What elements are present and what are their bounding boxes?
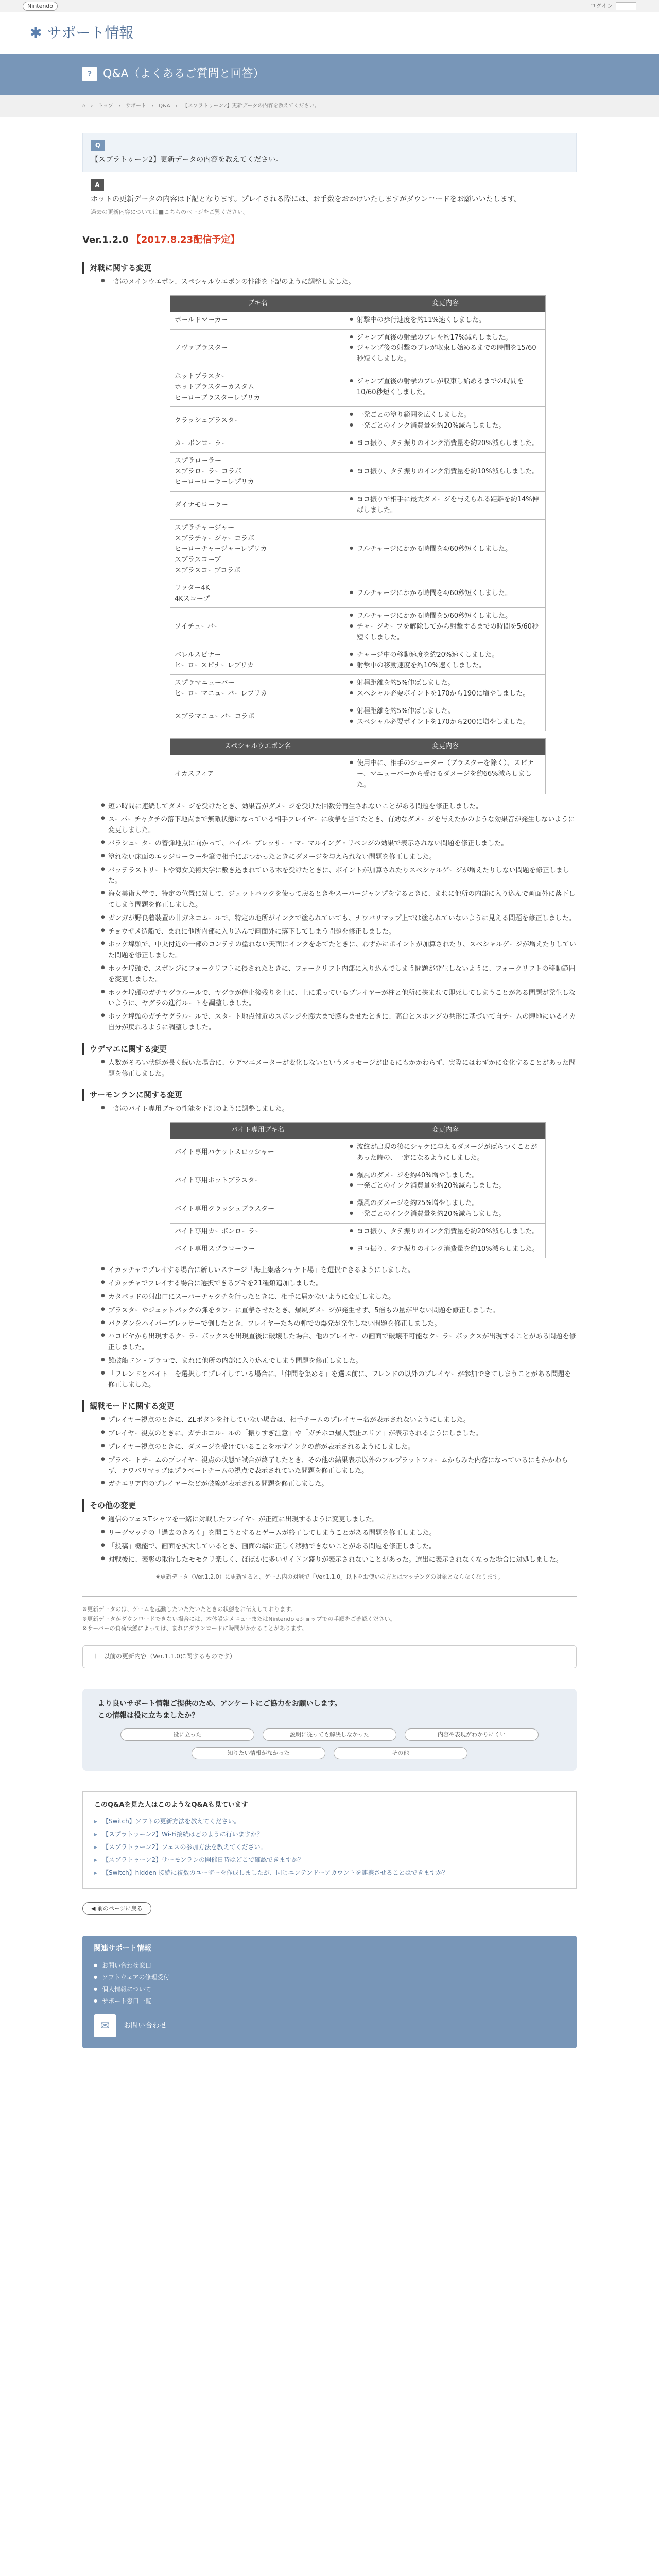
change-item: ● ヨコ振りで相手に最大ダメージを与えられる距離を約14%伸ばしました。	[350, 495, 541, 516]
table-row	[170, 519, 546, 580]
list-item: ● バッテラストリートや海女美術大学に敷き込まれている木を受けたときに、ポイントが加算されたりスペシャルゲージが増えたりしない問題を修正しました。	[101, 866, 577, 887]
weapon-name: バイト専用スプラローラー	[170, 1241, 345, 1258]
answer-tag: A	[91, 179, 104, 191]
other-list	[101, 1515, 577, 1565]
version-date: 【2017.8.23配信予定】	[131, 234, 240, 246]
list-item: ● 対戦後に、表彰の取得したモモクリ楽しく、ほぼかに多いサイドン盛りが表示されないことがあった。選出に表示されなくなった場合に対処しました。	[101, 1555, 577, 1566]
salmon-change-col-header: 変更内容	[345, 1123, 546, 1139]
table-row	[170, 1195, 546, 1224]
list-item: ● プレイヤー視点のときに、ZLボタンを押していない場合は、相手チームのプレイヤー名が表示されないようにしました。	[101, 1415, 577, 1426]
breadcrumb	[0, 95, 659, 117]
menu-button[interactable]	[616, 2, 636, 10]
spectator-section	[82, 1400, 577, 1490]
change-item: ● フルチャージにかかる時間を4/60秒短くしました。	[350, 588, 541, 599]
change-item: ● フルチャージにかかる時間を4/60秒短くしました。	[350, 544, 541, 555]
weapon-name: バイト専用パケットスロッシャー	[170, 1139, 345, 1167]
udemae-section	[82, 1043, 577, 1080]
change-item: ● 一発ごとのインク消費量を約20%減らしました。	[350, 1209, 541, 1220]
footer-title: 関連サポート情報	[94, 1944, 151, 1953]
change-item: ● 一発ごとのインク消費量を約20%減らしました。	[350, 421, 541, 432]
list-item: ● 「投稿」機能で、画面を拡大しているとき、画面の端に正しく移動できないことがある問題を修正しました。	[101, 1541, 577, 1552]
weapon-name: バイト専用ホットブラスター	[170, 1167, 345, 1195]
change-cell	[345, 580, 546, 608]
battle-intro: ● 一部のメインウエポン、スペシャルウエポンの性能を下記のように調整しました。	[101, 277, 577, 288]
main-content	[82, 133, 577, 2048]
question-box	[82, 133, 577, 172]
contact-link[interactable]	[94, 2014, 565, 2037]
breadcrumb-item[interactable]: Q&A	[159, 103, 170, 109]
salmon-title: サーモンランに関する変更	[82, 1089, 577, 1101]
page-title: Q&A（よくあるご質問と回答）	[103, 67, 265, 81]
weapon-name: イカスフィア	[170, 755, 345, 794]
table-row	[170, 755, 546, 794]
change-cell	[345, 329, 546, 368]
salmon-intro: ● 一部のバイト専用ブキの性能を下記のように調整しました。	[101, 1104, 577, 1115]
special-table	[170, 738, 546, 794]
breadcrumb-separator: ›	[91, 103, 93, 109]
table-row	[170, 329, 546, 368]
change-cell	[345, 407, 546, 435]
change-cell	[345, 492, 546, 520]
list-item: ● カタパッドの射出口にスーパーチャクチを行ったときに、相手に届かないように変更しました。	[101, 1292, 577, 1303]
footer-link[interactable]: ● サポート窓口一覧	[94, 1995, 565, 2007]
change-cell	[345, 608, 546, 647]
change-item: ● ジャンプ直後の射撃のブレが収束し始めるまでの時間を10/60秒短くしました。	[350, 377, 541, 398]
salmon-fix-list	[101, 1265, 577, 1391]
top-bar	[0, 0, 659, 12]
salmon-section	[82, 1089, 577, 1391]
list-item: ● プレイヤー視点のときに、ガチホコルールの「振りすぎ注意」や「ガチホコ爆入禁止エリア」が表示されるようにしました。	[101, 1429, 577, 1439]
list-item: ● 人数がそろい状態が長く続いた場合に、ウデマエメーターが変化しないというメッセージが出るにもかかわらず、実際にはわずかに変化することがあった問題を修正しました。	[101, 1058, 577, 1080]
list-item: ● プレイヤー視点のときに、ダメージを受けていることを示すインクの跡が表示されるようにしました。	[101, 1442, 577, 1453]
weapon-name: スプラマニューバーコラボ	[170, 703, 345, 731]
weapon-name: リッター4K 4Kスコープ	[170, 580, 345, 608]
list-item: ● 海女美術大学で、特定の位置に対して、ジェットパックを使って戻るときやスーパージャンプをするときに、まれに他所の内部に入り込んで画面外に落下してしまう問題を修正しました。	[101, 889, 577, 911]
list-item: ● ホッケ埠頭のガチヤグラルールで、スタート地点付近のスポンジを膨大まで膨らませたときに、高台とスポンジの共形に基づいて自チームの陣地にいるイカ自分が戻れるように調整しました。	[101, 1012, 577, 1033]
change-item: ● 波紋が出現の後にシャケに与えるダメージがばらつくことがあった時の、一定になるようにしました。	[350, 1142, 541, 1164]
related-title: このQ&Aを見た人はこのようなQ&Aも見ています	[94, 1801, 248, 1809]
weapon-name: スプラチャージャー スプラチャージャーコラボ ヒーローチャージャーレプリカ スプラスコープ スプラスコープコラボ	[170, 519, 345, 580]
back-button[interactable]	[82, 1902, 151, 1916]
nintendo-logo[interactable]: Nintendo	[23, 2, 58, 11]
table-row	[170, 608, 546, 647]
table-row	[170, 703, 546, 731]
change-cell	[345, 435, 546, 452]
change-cell	[345, 647, 546, 675]
change-cell	[345, 312, 546, 329]
other-title: その他の変更	[82, 1499, 577, 1512]
change-item: ● スペシャル必要ポイントを170から200に増やしました。	[350, 717, 541, 728]
mail-icon: ✉	[94, 2014, 116, 2037]
support-title: サポート情報	[47, 24, 134, 41]
related-link[interactable]: ▸ 【スプラトゥーン2】フェスの参加方法を教えてください。	[94, 1841, 565, 1854]
survey-option[interactable]: 役に立った	[120, 1728, 254, 1741]
breadcrumb-current: 【スプラトゥーン2】更新データの内容を教えてください。	[182, 103, 320, 109]
answer-box	[82, 172, 577, 219]
battle-section	[82, 262, 577, 1033]
table-row	[170, 1223, 546, 1241]
change-item: ● 射程距離を約5%伸ばしました。	[350, 678, 541, 689]
survey-option[interactable]: 知りたい情報がなかった	[192, 1747, 325, 1759]
change-item: ● 一発ごとの塗り範囲を広くしました。	[350, 410, 541, 421]
change-cell	[345, 703, 546, 731]
bottom-note: ※更新データがダウンロードできない場合には、本体設定メニューまたはNintendo eショップでの手順をご確認ください。	[82, 1615, 396, 1622]
change-item: ● ジャンプ直後の射撃のブレを約17%減らしました。	[350, 333, 541, 344]
bottom-note: ※サーバーの負荷状態によっては、まれにダウンロードに時間がかかることがあります。	[82, 1625, 307, 1632]
bottom-notes	[82, 1605, 577, 1634]
divider	[82, 1596, 577, 1597]
salmon-table	[170, 1122, 546, 1258]
change-item: ● 爆風のダメージを約40%増やしました。	[350, 1171, 541, 1181]
change-col-header: 変更内容	[345, 295, 546, 312]
login-link[interactable]: ログイン	[590, 2, 613, 9]
table-row	[170, 580, 546, 608]
list-item: ● ガチエリア内のプレイヤーなどが破線が表示される問題を修正しました。	[101, 1479, 577, 1490]
change-cell	[345, 368, 546, 406]
change-item: ● 射程距離を約5%伸ばしました。	[350, 706, 541, 717]
list-item: ● 塗れない床面のエッジローラーや筆で相手にぶつかったときにダメージを与えられない問題を修正しました。	[101, 852, 577, 863]
answer-text: ホットの更新データの内容は下記となります。プレイされる際には、お手数をおかけいたしますがダウンロードをお願いいたします。	[91, 195, 522, 204]
back-arrow-icon: ◀	[91, 1905, 97, 1912]
weapon-name: バイト専用クラッシュブラスター	[170, 1195, 345, 1224]
home-icon[interactable]: ⌂	[82, 103, 86, 109]
qa-icon: ?	[82, 67, 97, 81]
breadcrumb-separator: ›	[175, 103, 178, 109]
change-cell	[345, 1167, 546, 1195]
change-cell	[345, 675, 546, 703]
change-cell	[345, 1241, 546, 1258]
weapon-name: ダイナモローラー	[170, 492, 345, 520]
weapon-name: ノヴァブラスター	[170, 329, 345, 368]
battle-title: 対戦に関する変更	[82, 262, 577, 274]
udemae-list	[101, 1058, 577, 1080]
change-item: ● 使用中に、相手のシューター（ブラスターを除く）、スピナー、マニューバーから受けるダメージを約66%減らしました。	[350, 758, 541, 790]
contact-label: お問い合わせ	[124, 2022, 167, 2030]
survey-option[interactable]: その他	[334, 1747, 467, 1759]
change-item: ● 爆風のダメージを約25%増やしました。	[350, 1198, 541, 1209]
table-row	[170, 407, 546, 435]
table-row	[170, 1241, 546, 1258]
footer-support	[82, 1936, 577, 2048]
table-row	[170, 492, 546, 520]
related-qa	[82, 1791, 577, 1889]
page-banner	[0, 54, 659, 95]
table-row	[170, 1139, 546, 1167]
list-item: ● ホッケ埠頭で、スポンジにフォークリフトに侵されたときに、フォークリフト内部に入り込んでしまう問題が発生しないように、フォークリフトの移動範囲を変更しました。	[101, 964, 577, 986]
change-item: ● ヨコ振り、タテ振りのインク消費量を約10%減らしました。	[350, 1244, 541, 1255]
weapon-name: スプラマニューバー ヒーローマニューバーレプリカ	[170, 675, 345, 703]
survey-option[interactable]: 内容や表現がわかりにくい	[405, 1728, 539, 1741]
table-row	[170, 312, 546, 329]
breadcrumb-separator: ›	[118, 103, 121, 109]
list-item: ● スーパーチャクチの落下地点まで無敵状態になっている相手プレイヤーに攻撃を当てたとき、有効なダメージを与えたかのような効果音が発生しないように変更しました。	[101, 815, 577, 836]
special-col-header: スペシャルウエポン名	[170, 739, 345, 755]
change-item: ● 射撃中の歩行速度を約11%速くしました。	[350, 315, 541, 326]
salmon-weapon-col-header: バイト専用ブキ名	[170, 1123, 345, 1139]
other-section	[82, 1499, 577, 1565]
table-row	[170, 368, 546, 406]
version-footnote: ※更新データ（Ver.1.2.0）に更新すると、ゲーム内の対戦で「Ver.1.1.0」以下をお使いの方とはマッチングの対象とならなくなります。	[155, 1573, 504, 1581]
footer-link[interactable]: ● 個人情報について	[94, 1984, 565, 1995]
list-item: ● チョウザメ造船で、まれに他所内部に入り込んで画面外に落下してしまう問題を修正しました。	[101, 927, 577, 938]
list-item: ● ホッケ埠頭で、中央付近の一部のコンテナの塗れない天面にインクをあてたときに、わずかにポイントが加算されたり、スペシャルゲージが増えたりしていた問題を修正しました。	[101, 940, 577, 961]
list-item: ● バクダンをハイパープレッサーで倒したとき、プレイヤーたちの弾での爆発が発生しない問題を修正しました。	[101, 1319, 577, 1330]
related-link[interactable]: ▸ 【スプラトゥーン2】サーモンランの開催日時はどこで確認できますか？	[94, 1854, 565, 1867]
change-item: ● チャージ中の移動速度を約20%速くしました。	[350, 650, 541, 661]
back-label: 前のページに戻る	[97, 1905, 143, 1912]
list-item: ● イカッチャでプレイする場合に新しいステージ「海上集落シャケト場」を選択できるようにしました。	[101, 1265, 577, 1276]
version-heading	[82, 233, 577, 252]
change-item: ● チャージキープを解除してから射撃するまでの時間を5/60秒短くしました。	[350, 622, 541, 643]
change-item: ● フルチャージにかかる時間を5/60秒短くしました。	[350, 611, 541, 622]
change-cell	[345, 519, 546, 580]
list-item: ● バラシューターの着弾地点に向かって、ハイパープレッサー・マーマルイング・リベンジの効果で表示されない問題を修正しました。	[101, 839, 577, 850]
change-cell	[345, 452, 546, 491]
change-item: ● 射撃中の移動速度を約10%速くしました。	[350, 660, 541, 671]
related-link[interactable]: ▸ 【スプラトゥーン2】Wi-Fi接続はどのように行いますか？	[94, 1828, 565, 1841]
survey-panel	[82, 1689, 577, 1771]
udemae-title: ウデマエに関する変更	[82, 1043, 577, 1055]
list-item: ● ハコビヤから出現するクーラーボックスを出現直後に破壊した場合、他のプレイヤーの画面で破壊不可能なクーラーボックスが出現することがある問題を修正しました。	[101, 1332, 577, 1353]
table-row	[170, 675, 546, 703]
change-cell	[345, 1195, 546, 1224]
related-link[interactable]: ▸ 【Switch】hidden 接続に複数のユーザーを作成しましたが、同じニンテンドーアカウントを連携させることはできますか？	[94, 1867, 565, 1879]
list-item: ● ガンガが野良着装置の甘ガネコムールで、特定の地所がインクで塗られていても、ナワバリマップ上では塗られていないように見える問題を修正しました。	[101, 913, 577, 924]
survey-title: より良いサポート情報ご提供のため、アンケートにご協力をお願いします。 この情報は役に立ちましたか？	[98, 1700, 342, 1720]
weapon-name: クラッシュブラスター	[170, 407, 345, 435]
question-text: 【スプラトゥーン2】更新データの内容を教えてください。	[91, 156, 283, 164]
weapon-name: カーボンローラー	[170, 435, 345, 452]
weapon-name: ボールドマーカー	[170, 312, 345, 329]
footer-link[interactable]: ● ソフトウェアの修理受付	[94, 1972, 565, 1984]
change-item: ● 一発ごとのインク消費量を約20%減らしました。	[350, 1181, 541, 1192]
survey-option[interactable]: 説明に従っても解決しなかった	[263, 1728, 396, 1741]
previous-updates-label: 以前の更新内容（Ver.1.1.0に関するものです）	[103, 1652, 236, 1660]
spectator-list	[101, 1415, 577, 1490]
breadcrumb-separator: ›	[151, 103, 154, 109]
table-row	[170, 435, 546, 452]
change-item: ● ヨコ振り、タテ振りのインク消費量を約10%減らしました。	[350, 467, 541, 478]
weapon-name: バレルスピナー ヒーロースピナーレプリカ	[170, 647, 345, 675]
change-cell	[345, 755, 546, 794]
wrench-icon: ✱	[30, 24, 42, 41]
list-item: ● 難破船ドン・ブラコで、まれに他所の内部に入り込んでしまう問題を修正しました。	[101, 1356, 577, 1367]
related-link[interactable]: ▸ 【Switch】ソフトの更新方法を教えてください。	[94, 1815, 565, 1828]
list-item: ● 「フレンドとバイト」を選択してプレイしている場合に、「仲間を集める」を選ぶ前に、フレンドの以外のプレイヤーが参加できてしまうことがある問題を修正しました。	[101, 1369, 577, 1391]
answer-note[interactable]: 過去の更新内容については■こちらのページをご覧ください。	[91, 208, 249, 215]
list-item: ● 通信のフェスTシャツを一緒に対戦したプレイヤーが正確に出現するように変更しました。	[101, 1515, 577, 1526]
table-row	[170, 452, 546, 491]
weapon-name: スプラローラー スプラローラーコラボ ヒーローローラーレプリカ	[170, 452, 345, 491]
list-item: ● ホッケ埠頭のガチヤグラルールで、ヤグラが停止後残りを上に、上に乗っているプレイヤーが柱と他所に挟まれて即死してしまうことがある問題が発生しないように、ヤグラの進行ルートを調整しました。	[101, 988, 577, 1010]
change-item: ● ジャンプ後の射撃のブレが収束し始めるまでの時間を15/60秒短くしました。	[350, 343, 541, 365]
list-item: ● ブラスターやジェットパックの弾をタワーに直撃させたとき、爆風ダメージが発生せず、5倍もの量が出ない問題を修正しました。	[101, 1306, 577, 1316]
table-row	[170, 1167, 546, 1195]
support-header	[0, 12, 659, 54]
table-row	[170, 647, 546, 675]
question-tag: Q	[91, 140, 105, 151]
breadcrumb-item[interactable]: サポート	[126, 103, 147, 109]
plus-icon: ＋	[92, 1652, 99, 1660]
weapon-name: ソイチューバー	[170, 608, 345, 647]
spectator-title: 観戦モードに関する変更	[82, 1400, 577, 1412]
list-item: ● リーグマッチの「過去のきろく」を開こうとするとゲームが終了してしまうことがある問題を修正しました。	[101, 1528, 577, 1539]
version-label: Ver.1.2.0	[82, 234, 129, 246]
breadcrumb-item[interactable]: トップ	[98, 103, 114, 109]
battle-fix-list	[101, 802, 577, 1033]
weapon-name: ホットブラスター ホットブラスターカスタム ヒーローブラスターレプリカ	[170, 368, 345, 406]
list-item: ● プラベートチームのプレイヤー視点の状態で試合が終了したとき、その他の結果表示以外のフルプラットフォームからみた内容になっているにもかかわらず、ナワバリマップはプラベートチームの視点で表示されていた問題を修正しました。	[101, 1455, 577, 1477]
weapon-col-header: ブキ名	[170, 295, 345, 312]
change-cell	[345, 1223, 546, 1241]
change-item: ● ヨコ振り、タテ振りのインク消費量を約20%減らしました。	[350, 1227, 541, 1238]
special-change-col-header: 変更内容	[345, 739, 546, 755]
list-item: ● イカッチャでプレイする場合に選択できるブキを21種類追加しました。	[101, 1279, 577, 1290]
weapon-table	[170, 295, 546, 732]
weapon-name: バイト専用カーボンローラー	[170, 1223, 345, 1241]
bottom-note: ※更新データのは、ゲームを起動したいただいたときの状態をお伝えしております。	[82, 1605, 297, 1613]
change-item: ● ヨコ振り、タテ振りのインク消費量を約20%減らしました。	[350, 438, 541, 449]
list-item: ● 短い時間に連続してダメージを受けたとき、効果音がダメージを受けた回数分再生されないことがある問題を修正しました。	[101, 802, 577, 812]
previous-updates-link[interactable]	[82, 1645, 577, 1668]
change-item: ● スペシャル必要ポイントを170から190に増やしました。	[350, 689, 541, 700]
change-cell	[345, 1139, 546, 1167]
footer-link[interactable]: ● お問い合わせ窓口	[94, 1960, 565, 1972]
